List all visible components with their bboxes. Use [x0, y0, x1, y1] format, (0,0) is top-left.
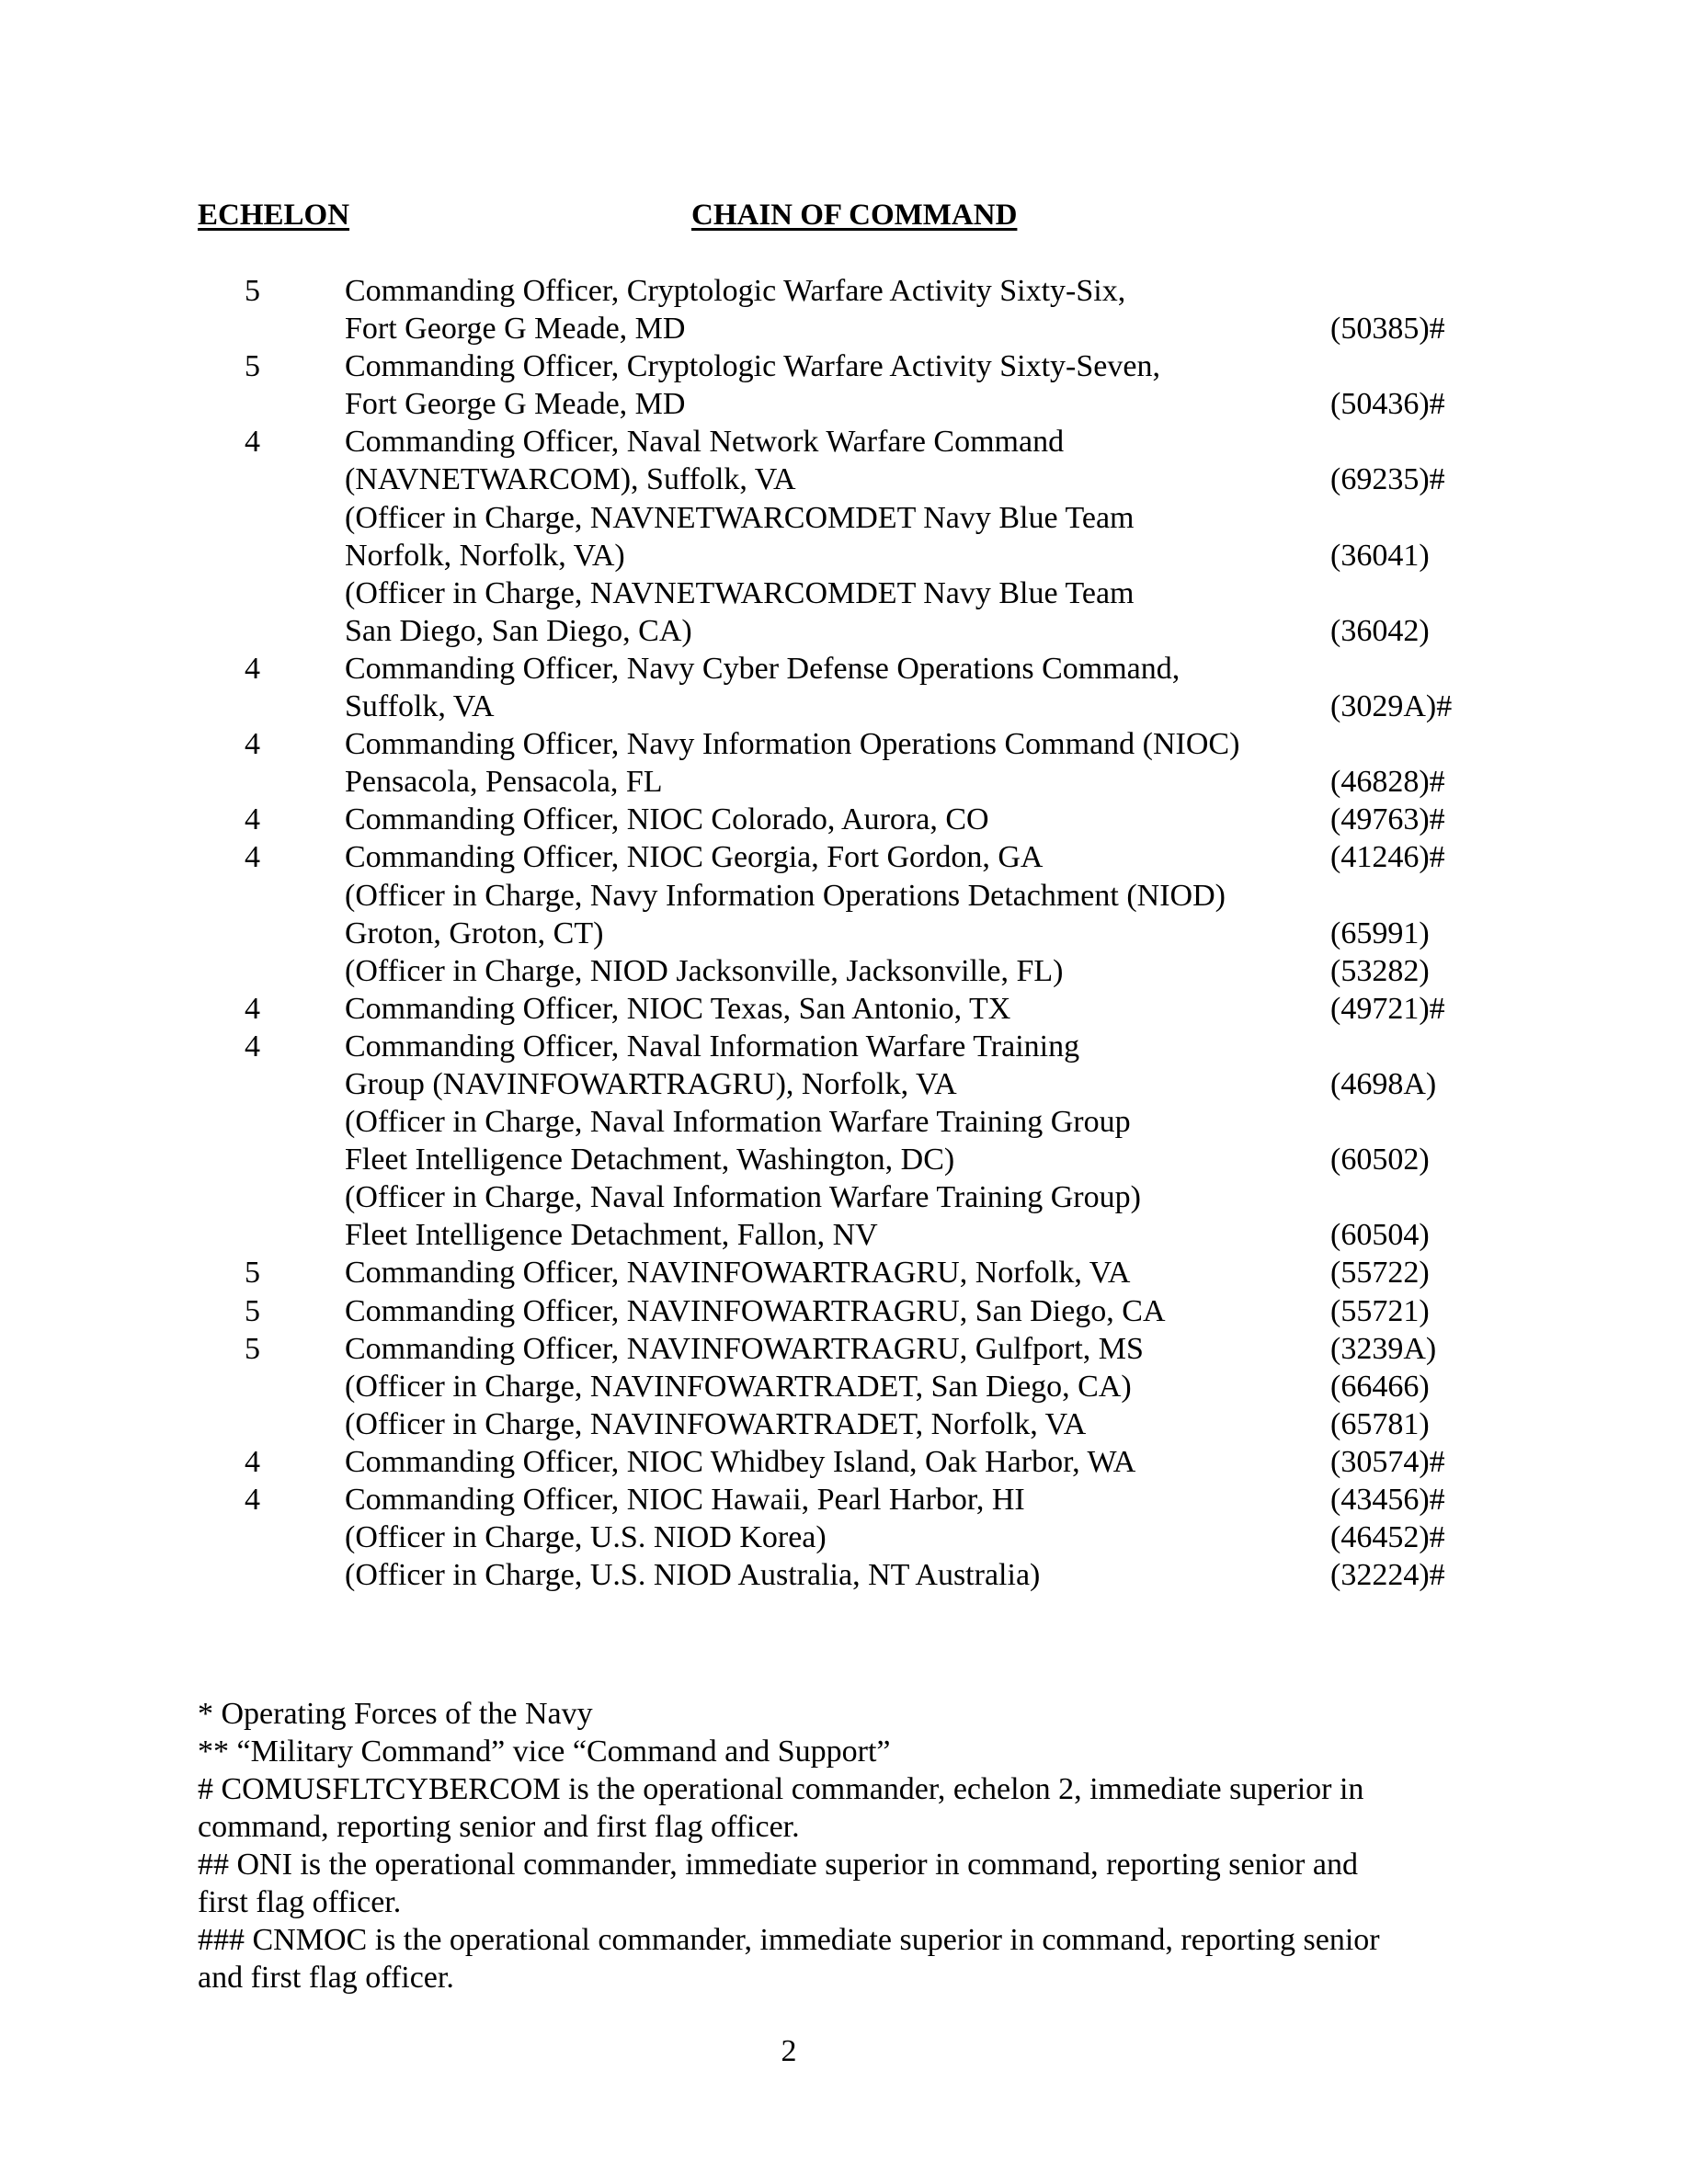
command-text: Commanding Officer, NIOC Georgia, Fort Gordon, GA — [345, 840, 1044, 875]
uic-code: (69235)# — [1330, 462, 1445, 497]
echelon-number: 5 — [245, 1293, 260, 1328]
command-text: Group (NAVINFOWARTRAGRU), Norfolk, VA — [345, 1066, 957, 1101]
command-text: Commanding Officer, NAVINFOWARTRAGRU, San Diego, CA — [345, 1293, 1166, 1328]
command-text: (Officer in Charge, Navy Information Operations Detachment (NIOD) — [345, 878, 1226, 913]
uic-code: (49721)# — [1330, 991, 1445, 1026]
command-line — [0, 1443, 1688, 1481]
command-line — [0, 1405, 1688, 1443]
command-line — [0, 1216, 1688, 1254]
command-line — [0, 990, 1688, 1028]
command-line — [0, 461, 1688, 498]
page-number: 2 — [781, 2034, 797, 2068]
command-line — [0, 1065, 1688, 1103]
command-text: Commanding Officer, NAVINFOWARTRAGRU, Norfolk, VA — [345, 1256, 1131, 1291]
uic-code: (66466) — [1330, 1369, 1430, 1404]
uic-code: (50436)# — [1330, 387, 1445, 422]
echelon-number: 5 — [245, 1331, 260, 1366]
echelon-number: 4 — [245, 1029, 260, 1064]
uic-code: (3239A) — [1330, 1331, 1437, 1366]
command-text: Commanding Officer, NIOC Colorado, Aurora, CO — [345, 802, 989, 837]
command-text: (Officer in Charge, NAVNETWARCOMDET Navy Blue Team — [345, 500, 1135, 535]
uic-code: (3029A)# — [1330, 689, 1453, 724]
command-text: (Officer in Charge, U.S. NIOD Australia, NT Australia) — [345, 1558, 1041, 1593]
command-text: Fort George G Meade, MD — [345, 387, 686, 422]
command-text: Fort George G Meade, MD — [345, 312, 686, 347]
command-line — [0, 347, 1688, 385]
echelon-number: 4 — [245, 1483, 260, 1517]
footnote-line: * Operating Forces of the Navy — [198, 1697, 593, 1731]
uic-code: (50385)# — [1330, 312, 1445, 347]
uic-code: (46452)# — [1330, 1520, 1445, 1555]
command-text: Fleet Intelligence Detachment, Fallon, NV — [345, 1218, 878, 1253]
command-line — [0, 1103, 1688, 1141]
footnote-line: first flag officer. — [198, 1885, 402, 1919]
command-line — [0, 1481, 1688, 1519]
command-line — [0, 385, 1688, 423]
footnote-line: and first flag officer. — [198, 1961, 454, 1995]
command-line — [0, 1368, 1688, 1405]
footnotes — [198, 1695, 1503, 1996]
command-line — [0, 952, 1688, 990]
command-text: (Officer in Charge, NIOD Jacksonville, Jacksonville, FL) — [345, 953, 1064, 988]
command-text: Commanding Officer, NIOC Whidbey Island, Oak Harbor, WA — [345, 1444, 1136, 1479]
command-line — [0, 650, 1688, 688]
echelon-column-header: ECHELON — [198, 199, 350, 232]
echelon-number: 4 — [245, 727, 260, 762]
footnote-line: command, reporting senior and first flag officer. — [198, 1810, 800, 1844]
command-text: Commanding Officer, NIOC Hawaii, Pearl Harbor, HI — [345, 1483, 1025, 1517]
uic-code: (4698A) — [1330, 1066, 1437, 1101]
footnote-line: ** “Military Command” vice “Command and Support” — [198, 1735, 891, 1769]
command-text: (NAVNETWARCOM), Suffolk, VA — [345, 462, 796, 497]
uic-code: (41246)# — [1330, 840, 1445, 875]
uic-code: (55721) — [1330, 1293, 1430, 1328]
command-line — [0, 612, 1688, 650]
command-line — [0, 574, 1688, 612]
command-line — [0, 763, 1688, 801]
command-line — [0, 537, 1688, 574]
echelon-number: 5 — [245, 1256, 260, 1291]
command-line — [0, 1141, 1688, 1178]
echelon-number: 4 — [245, 1444, 260, 1479]
command-text: (Officer in Charge, Naval Information Warfare Training Group — [345, 1105, 1131, 1140]
command-line — [0, 915, 1688, 952]
footnote-line: ### CNMOC is the operational commander, immediate superior in command, reporting senior — [198, 1923, 1380, 1957]
command-text: Pensacola, Pensacola, FL — [345, 765, 663, 800]
command-text: Commanding Officer, Navy Information Operations Command (NIOC) — [345, 727, 1240, 762]
echelon-number: 5 — [245, 349, 260, 384]
command-text: (Officer in Charge, Naval Information Warfare Training Group) — [345, 1180, 1141, 1215]
command-text: Commanding Officer, NIOC Texas, San Antonio, TX — [345, 991, 1011, 1026]
command-text: Fleet Intelligence Detachment, Washington, DC) — [345, 1143, 955, 1177]
uic-code: (65991) — [1330, 916, 1430, 950]
command-line — [0, 1556, 1688, 1594]
command-line — [0, 1178, 1688, 1216]
command-text: Commanding Officer, Navy Cyber Defense Operations Command, — [345, 651, 1180, 686]
uic-code: (30574)# — [1330, 1444, 1445, 1479]
echelon-number: 4 — [245, 802, 260, 837]
command-line — [0, 423, 1688, 461]
footnote-line: ## ONI is the operational commander, immediate superior in command, reporting senior and — [198, 1848, 1358, 1882]
command-text: Commanding Officer, Naval Network Warfare Command — [345, 425, 1065, 460]
command-line — [0, 310, 1688, 347]
command-line — [0, 1292, 1688, 1330]
uic-code: (49763)# — [1330, 802, 1445, 837]
command-text: Commanding Officer, Cryptologic Warfare Activity Sixty-Six, — [345, 274, 1126, 308]
command-text: Suffolk, VA — [345, 689, 495, 724]
chain-of-command-column-header: CHAIN OF COMMAND — [691, 199, 1018, 232]
echelon-number: 5 — [245, 274, 260, 308]
echelon-number: 4 — [245, 991, 260, 1026]
command-text: Groton, Groton, CT) — [345, 916, 604, 950]
echelon-number: 4 — [245, 840, 260, 875]
command-line — [0, 725, 1688, 763]
uic-code: (43456)# — [1330, 1483, 1445, 1517]
command-line — [0, 1330, 1688, 1368]
command-line — [0, 272, 1688, 310]
command-line — [0, 1028, 1688, 1065]
chain-of-command-list — [0, 272, 1688, 1594]
command-line — [0, 1254, 1688, 1291]
uic-code: (60502) — [1330, 1143, 1430, 1177]
uic-code: (46828)# — [1330, 765, 1445, 800]
command-text: Norfolk, Norfolk, VA) — [345, 538, 625, 573]
command-text: (Officer in Charge, NAVNETWARCOMDET Navy Blue Team — [345, 575, 1135, 610]
uic-code: (32224)# — [1330, 1558, 1445, 1593]
uic-code: (36042) — [1330, 613, 1430, 648]
command-text: (Officer in Charge, NAVINFOWARTRADET, San Diego, CA) — [345, 1369, 1132, 1404]
uic-code: (53282) — [1330, 953, 1430, 988]
command-line — [0, 499, 1688, 537]
uic-code: (60504) — [1330, 1218, 1430, 1253]
command-line — [0, 801, 1688, 838]
command-text: San Diego, San Diego, CA) — [345, 613, 692, 648]
echelon-number: 4 — [245, 651, 260, 686]
command-text: Commanding Officer, Cryptologic Warfare Activity Sixty-Seven, — [345, 349, 1160, 384]
command-text: (Officer in Charge, NAVINFOWARTRADET, Norfolk, VA — [345, 1406, 1087, 1441]
uic-code: (55722) — [1330, 1256, 1430, 1291]
command-line — [0, 877, 1688, 915]
command-line — [0, 1519, 1688, 1556]
echelon-number: 4 — [245, 425, 260, 460]
command-line — [0, 838, 1688, 876]
uic-code: (36041) — [1330, 538, 1430, 573]
uic-code: (65781) — [1330, 1406, 1430, 1441]
command-text: Commanding Officer, Naval Information Warfare Training — [345, 1029, 1080, 1064]
command-line — [0, 688, 1688, 725]
command-text: Commanding Officer, NAVINFOWARTRAGRU, Gulfport, MS — [345, 1331, 1144, 1366]
footnote-line: # COMUSFLTCYBERCOM is the operational commander, echelon 2, immediate superior in — [198, 1772, 1364, 1806]
command-text: (Officer in Charge, U.S. NIOD Korea) — [345, 1520, 827, 1555]
